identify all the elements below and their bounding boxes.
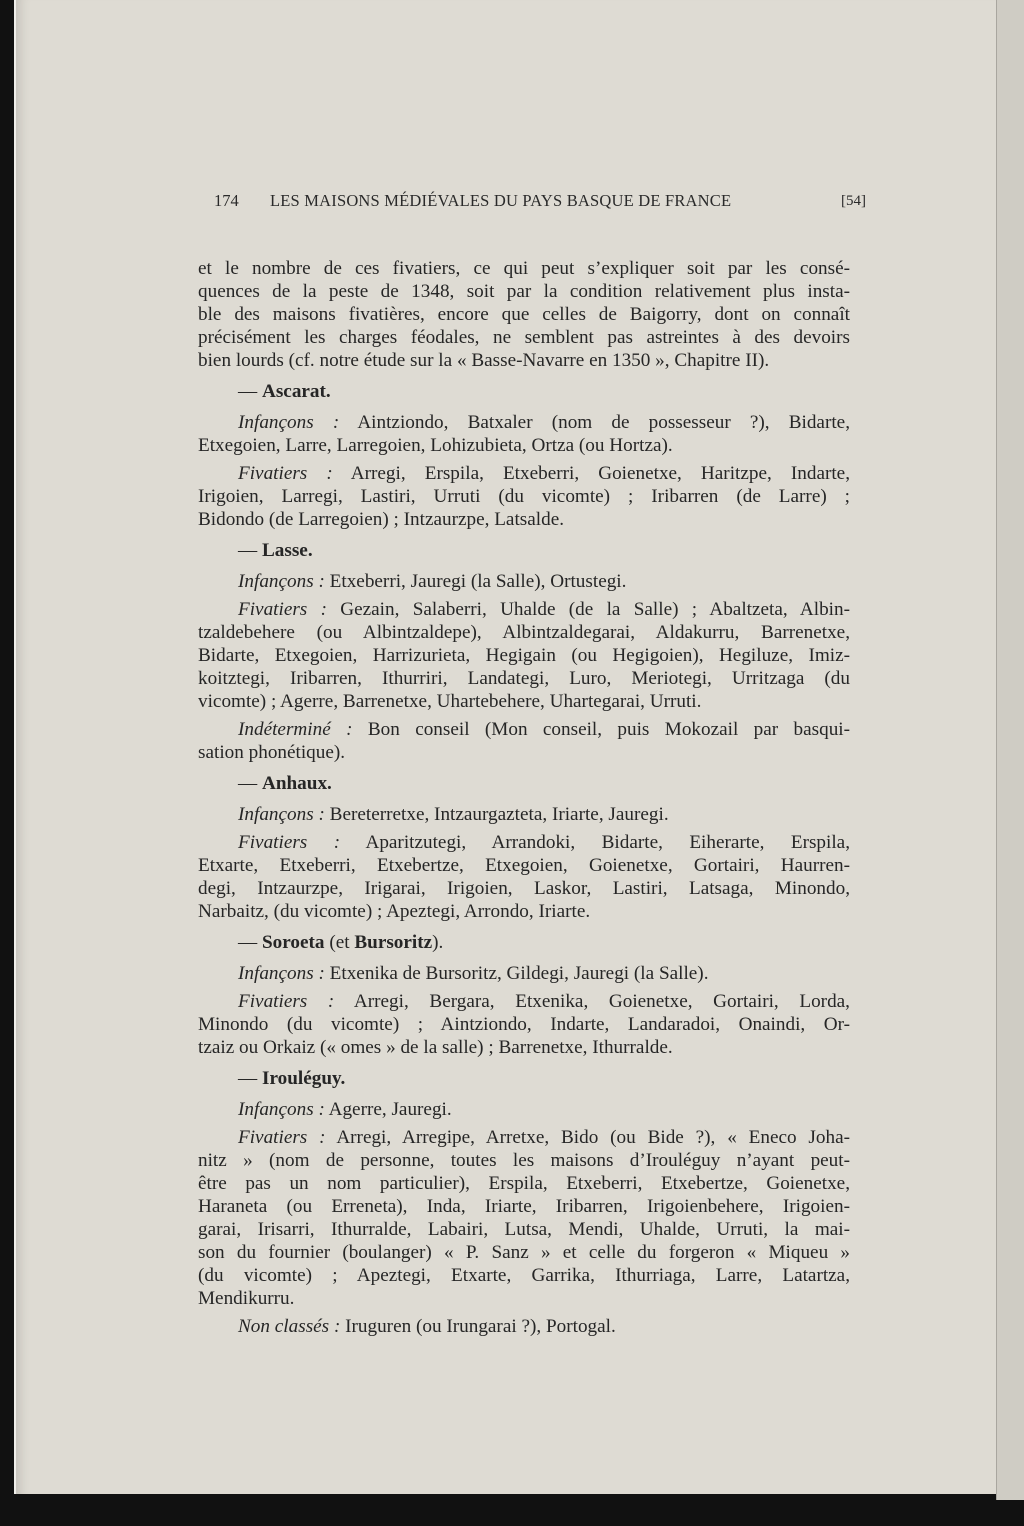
line-text: Bidarte, Etxegoien, Harrizurieta, Hegigain (ou Hegigoien), Hegiluze, Imiz- (198, 645, 850, 666)
text-line (198, 349, 850, 372)
section-heading (198, 539, 850, 562)
section-heading (198, 772, 850, 795)
text-line (198, 621, 850, 644)
text-line (198, 690, 850, 713)
line-text: et le nombre de ces fivatiers, ce qui peut s’expliquer soit par les consé- (198, 258, 850, 279)
category-label: Infançons : (238, 571, 325, 592)
line-text: Agerre, Jauregi. (328, 1099, 452, 1120)
text-line (198, 1195, 850, 1218)
text-line (198, 1172, 850, 1195)
line-text: Etxarte, Etxeberri, Etxebertze, Etxegoien, Goienetxe, Gortairi, Haurren- (198, 855, 850, 876)
text-line (198, 1126, 850, 1149)
text-line (198, 667, 850, 690)
text-line (198, 831, 850, 854)
text-line (198, 1149, 850, 1172)
next-page-edge (996, 0, 1024, 1500)
text-line (198, 434, 850, 457)
line-text: Iruguren (ou Irungarai ?), Portogal. (345, 1316, 616, 1337)
line-text: Minondo (du vicomte) ; Aintziondo, Indarte, Landaradoi, Onaindi, Or- (198, 1014, 850, 1035)
text-line (198, 411, 850, 434)
section-heading (198, 380, 850, 403)
text-line (198, 598, 850, 621)
text-line (198, 877, 850, 900)
text-line (198, 1241, 850, 1264)
category-label: Fivatiers : (238, 599, 327, 620)
line-text: Haraneta (ou Erreneta), Inda, Iriarte, Iribarren, Irigoienbehere, Irigoien- (198, 1196, 850, 1217)
heading-place-name: Ascarat. (261, 381, 331, 402)
heading-place-name: Irouléguy. (261, 1068, 346, 1089)
line-text: sation phonétique). (198, 742, 346, 763)
text-line (198, 1036, 850, 1059)
paragraph (198, 831, 850, 923)
paragraph (198, 962, 850, 985)
line-text: Bereterretxe, Intzaurgazteta, Iriarte, Jauregi. (329, 804, 669, 825)
category-label: Infançons : (238, 412, 340, 433)
text-line (198, 990, 850, 1013)
heading-text: — (238, 540, 262, 561)
line-text: Arregi, Erspila, Etxeberri, Goienetxe, Haritzpe, Indarte, (350, 463, 850, 484)
heading-text: — (238, 773, 262, 794)
text-line (198, 1218, 850, 1241)
line-text: degi, Intzaurzpe, Irigarai, Irigoien, Laskor, Lastiri, Latsaga, Minondo, (198, 878, 850, 899)
line-text: garai, Irisarri, Ithurralde, Labairi, Lutsa, Mendi, Uhalde, Urruti, la mai- (198, 1219, 850, 1240)
line-text: quences de la peste de 1348, soit par la condition relativement plus insta- (198, 281, 850, 302)
paragraph (198, 462, 850, 531)
text-line (198, 1287, 850, 1310)
paragraph (198, 1098, 850, 1121)
category-label: Non classés : (238, 1316, 341, 1337)
text-line (198, 1098, 850, 1121)
text-line (198, 1264, 850, 1287)
paragraph (198, 411, 850, 457)
line-text: Aintziondo, Batxaler (nom de possesseur ?), Bidarte, (357, 412, 850, 433)
line-text: Gezain, Salaberri, Uhalde (de la Salle) ; Abaltzeta, Albin- (340, 599, 850, 620)
line-text: ble des maisons fivatières, encore que celles de Baigorry, dont on connaît (198, 304, 850, 325)
heading-text: — (238, 381, 262, 402)
paragraph (198, 257, 850, 372)
paragraph (198, 990, 850, 1059)
line-text: Etxeberri, Jauregi (la Salle), Ortustegi. (329, 571, 627, 592)
line-text: Etxenika de Bursoritz, Gildegi, Jauregi (la Salle). (329, 963, 709, 984)
line-text: koitztegi, Iribarren, Ithurriri, Landategi, Luro, Meriotegi, Urritzaga (du (198, 668, 850, 689)
line-text: Etxegoien, Larre, Larregoien, Lohizubieta, Ortza (ou Hortza). (198, 435, 673, 456)
heading-place-name: Bursoritz (354, 932, 433, 953)
category-label: Fivatiers : (238, 991, 335, 1012)
heading-place-name: Soroeta (261, 932, 325, 953)
section-heading (198, 931, 850, 954)
line-text: vicomte) ; Agerre, Barrenetxe, Uhartebehere, Uhartegarai, Urruti. (198, 691, 702, 712)
page-body (198, 252, 850, 1338)
line-text: Arregi, Arregipe, Arretxe, Bido (ou Bide ?), « Eneco Joha- (336, 1127, 850, 1148)
running-title: LES MAISONS MÉDIÉVALES DU PAYS BASQUE DE FRANCE (270, 191, 732, 210)
line-text: Bidondo (de Larregoien) ; Intzaurzpe, Latsalde. (198, 509, 565, 530)
text-line (198, 462, 850, 485)
text-line (198, 741, 850, 764)
line-text: tzaldebehere (ou Albintzaldepe), Albintzaldegarai, Aldakurru, Barrenetxe, (198, 622, 850, 643)
heading-text: (et (324, 932, 355, 953)
paragraph (198, 598, 850, 713)
category-label: Fivatiers : (238, 463, 333, 484)
text-line (198, 303, 850, 326)
text-line (198, 803, 850, 826)
heading-text: — (238, 1068, 262, 1089)
line-text: tzaiz ou Orkaiz (« omes » de la salle) ; Barrenetxe, Ithurralde. (198, 1037, 673, 1058)
text-line (198, 962, 850, 985)
line-text: son du fournier (boulanger) « P. Sanz » et celle du forgeron « Miqueu » (198, 1242, 850, 1263)
text-line (198, 508, 850, 531)
line-text: être pas un nom particulier), Erspila, Etxeberri, Etxebertze, Goienetxe, (198, 1173, 850, 1194)
heading-place-name: Anhaux. (261, 773, 332, 794)
paragraph (198, 803, 850, 826)
category-label: Infançons : (238, 804, 325, 825)
page-number: 174 (214, 191, 239, 210)
text-line (198, 326, 850, 349)
text-line (198, 1315, 850, 1338)
line-text: (du vicomte) ; Apeztegi, Etxarte, Garrika, Ithurriaga, Larre, Latartza, (198, 1265, 850, 1286)
text-line (198, 644, 850, 667)
paragraph (198, 718, 850, 764)
text-line (198, 280, 850, 303)
line-text: Arregi, Bergara, Etxenika, Goienetxe, Gortairi, Lorda, (353, 991, 850, 1012)
line-text: Mendikurru. (198, 1288, 295, 1309)
text-line (198, 485, 850, 508)
category-label: Fivatiers : (238, 1127, 326, 1148)
line-text: bien lourds (cf. notre étude sur la « Basse-Navarre en 1350 », Chapitre II). (198, 350, 770, 371)
category-label: Infançons : (238, 963, 325, 984)
paragraph (198, 1126, 850, 1310)
paragraph (198, 570, 850, 593)
category-label: Infançons : (238, 1099, 325, 1120)
heading-text: ). (432, 932, 444, 953)
section-number: [54] (841, 193, 866, 209)
text-line (198, 1013, 850, 1036)
paragraph (198, 1315, 850, 1338)
heading-place-name: Lasse. (261, 540, 313, 561)
heading-text: — (238, 932, 262, 953)
line-text: Irigoien, Larregi, Lastiri, Urruti (du vicomte) ; Iribarren (de Larre) ; (198, 486, 850, 507)
line-text: nitz » (nom de personne, toutes les maisons d’Irouléguy n’ayant peut- (198, 1150, 850, 1171)
line-text: précisément les charges féodales, ne semblent pas astreintes à des devoirs (198, 327, 850, 348)
category-label: Indéterminé : (238, 719, 353, 740)
running-header (214, 191, 866, 211)
text-line (198, 718, 850, 741)
text-line (198, 854, 850, 877)
line-text: Narbaitz, (du vicomte) ; Apeztegi, Arrondo, Iriarte. (198, 901, 591, 922)
text-line (198, 900, 850, 923)
text-line (198, 570, 850, 593)
category-label: Fivatiers : (238, 832, 341, 853)
line-text: Bon conseil (Mon conseil, puis Mokozail par basqui- (367, 719, 851, 740)
section-heading (198, 1067, 850, 1090)
line-text: Aparitzutegi, Arrandoki, Bidarte, Eiherarte, Erspila, (365, 832, 850, 853)
text-line (198, 257, 850, 280)
